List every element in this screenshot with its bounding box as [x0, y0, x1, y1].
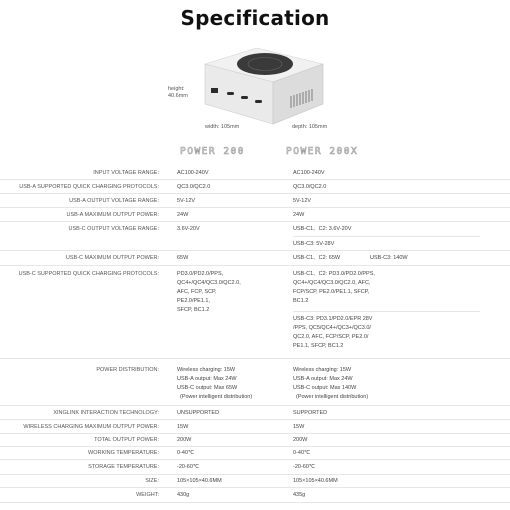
distribution-power-200: Wireless charging: 15W USB-A output: Max 24W USB-C output: Max 65W (Power intelligent distribution) — [177, 367, 253, 400]
spec-row-storage-temp: STORAGE TEMPERATURE: -20-60℃ -20-60℃ — [0, 460, 510, 475]
spec-row-weight: WEIGHT: 430g 435g — [0, 488, 510, 503]
spec-row-total-power: TOTAL OUTPUT POWER: 200W 200W — [0, 434, 510, 447]
width-dimension: width: 105mm — [205, 124, 240, 130]
spec-row-usbc-power: USB-C MAXIMUM OUTPUT POWER: 65W USB-C1、C2: 65W USB-C3: 140W — [0, 251, 510, 266]
model-power-200: POWER 200 — [180, 146, 245, 157]
spec-row-working-temp: WORKING TEMPERATURE: 0-40℃ 0-40℃ — [0, 447, 510, 460]
spec-row-power-distribution: POWER DISTRIBUTION: Wireless charging: 15W USB-A output: Max 24W USB-C output: Max 65W (Power intelligent distribution) Wireless charging: 15W USB-A output: Max 24W USB-C output: Max 140W (Power intelligent distribution) — [0, 359, 510, 406]
usb-c-port — [241, 96, 248, 99]
model-power-200x: POWER 200X — [286, 146, 359, 157]
height-dimension: height: 40.6mm — [168, 86, 188, 99]
spec-row-size: SIZE: 105×105×40.6MM 105×105×40.6MM — [0, 475, 510, 488]
product-image — [195, 42, 330, 127]
spec-table — [0, 166, 510, 503]
usbc-protocols-power-200: PD3.0/PD2.0/PPS, QC4+/QC4/QC3.0/QC2.0, AFC, FCP, SCP, PE2.0/PE1.1, SFCP, BC1.2 — [177, 271, 241, 313]
usbc-protocols-c1c2: USB-C1、C2: PD3.0/PD2.0/PPS, QC4+/QC4/QC3.0/QC2.0, AFC, FCP/SCP, PE2.0/PE1.1, SFCP, BC1.2 — [293, 271, 375, 304]
depth-dimension: depth: 105mm — [292, 124, 328, 130]
usb-a-port — [211, 88, 218, 93]
usbc-protocols-c3: USB-C3: PD3.1/PD2.0/EPR 28V /PPS, QC5/QC4+/QC3+/QC3.0/ QC2.0, AFC, FCP/SCP, PE2.0/ PE1.1, SFCP, BC1.2 — [293, 316, 373, 349]
spec-row-xinglink: XINGLINK INTERACTION TECHNOLOGY: UNSUPPORTED SUPPORTED — [0, 406, 510, 420]
spec-row-usbc-protocols: USB-C SUPPORTED QUICK CHARGING PROTOCOLS: PD3.0/PD2.0/PPS, QC4+/QC4/QC3.0/QC2.0, AFC, FCP, SCP, PE2.0/PE1.1, SFCP, BC1.2 USB-C1、C2: PD3.0/PD2.0/PPS, QC4+/QC4/QC3.0/QC2.0, AFC, FCP/SCP, PE2.0/PE1.1, SFCP, BC1.2 USB-C3: PD3.1/PD2.0/EPR 28V /PPS, QC5/QC4+/QC3+/QC3.0/ QC2.0, AFC, FCP/SCP, PE2.0/ PE1.1, SFCP, BC1.2 — [0, 266, 510, 359]
spec-row-usba-protocols: USB-A SUPPORTED QUICK CHARGING PROTOCOLS: QC3.0/QC2.0 QC3.0/QC2.0 — [0, 180, 510, 194]
distribution-power-200x: Wireless charging: 15W USB-A output: Max 24W USB-C output: Max 140W (Power intelligent distribution) — [293, 367, 369, 400]
usb-c-port — [227, 92, 234, 95]
spec-row-wireless-power: WIRELESS CHARGING MAXIMUM OUTPUT POWER: 15W 15W — [0, 420, 510, 434]
spec-row-input-voltage: INPUT VOLTAGE RANGE: AC100-240V AC100-240V — [0, 166, 510, 180]
spec-row-usba-power: USB-A MAXIMUM OUTPUT POWER: 24W 24W — [0, 208, 510, 222]
spec-row-usbc-voltage: USB-C OUTPUT VOLTAGE RANGE: 3.6V-20V USB-C1、C2: 3.6V-20V USB-C3: 5V-28V — [0, 222, 510, 251]
page-title: Specification — [180, 6, 330, 30]
spec-row-usba-voltage: USB-A OUTPUT VOLTAGE RANGE: 5V-12V 5V-12V — [0, 194, 510, 208]
usb-c-port — [255, 100, 262, 103]
